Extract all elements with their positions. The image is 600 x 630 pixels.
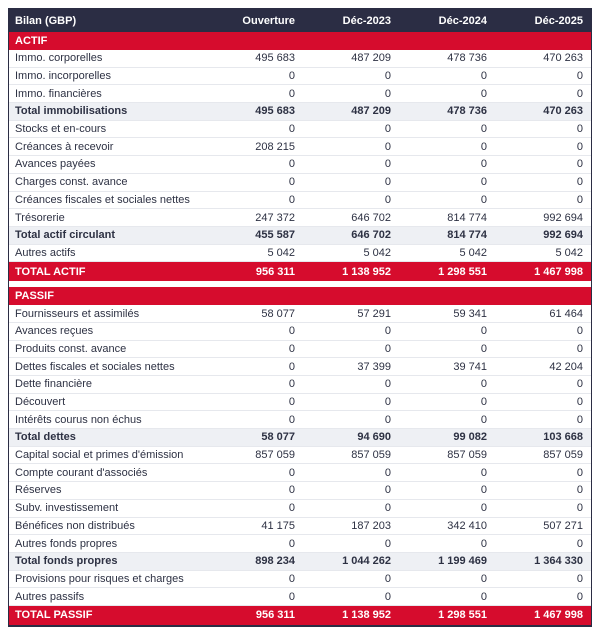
cell-value: 0 — [576, 537, 583, 550]
cell-value: 487 209 — [351, 52, 391, 65]
cell-value: 0 — [480, 413, 487, 426]
row-label: Intérêts courus non échus — [15, 413, 142, 426]
table-row — [9, 464, 591, 482]
cell-value: 857 059 — [543, 449, 583, 462]
cell-value: 857 059 — [255, 449, 295, 462]
cell-value: 0 — [480, 158, 487, 171]
cell-value: 247 372 — [255, 211, 295, 224]
cell-value: 0 — [576, 484, 583, 497]
cell-value: 0 — [480, 572, 487, 585]
cell-value: 0 — [576, 378, 583, 391]
cell-value: 0 — [288, 325, 295, 338]
subtotal-row — [9, 227, 591, 245]
cell-value: 0 — [288, 396, 295, 409]
column-header: Déc-2025 — [534, 14, 583, 27]
table-row — [9, 500, 591, 518]
cell-value: 470 263 — [543, 105, 583, 118]
cell-value: 0 — [480, 325, 487, 338]
table-row — [9, 518, 591, 536]
cell-value: 0 — [480, 87, 487, 100]
total-row-label: TOTAL ACTIF — [15, 265, 86, 278]
cell-value: 992 694 — [543, 211, 583, 224]
row-label: Créances fiscales et sociales nettes — [15, 193, 190, 206]
cell-value: 0 — [576, 70, 583, 83]
total-cell-value: 1 467 998 — [534, 609, 583, 622]
cell-value: 1 199 469 — [438, 555, 487, 568]
cell-value: 0 — [480, 176, 487, 189]
row-label: Total actif circulant — [15, 229, 116, 242]
total-cell-value: 1 467 998 — [534, 265, 583, 278]
table-body — [9, 32, 591, 625]
cell-value: 0 — [480, 590, 487, 603]
table-row — [9, 156, 591, 174]
table-row — [9, 138, 591, 156]
cell-value: 0 — [576, 325, 583, 338]
cell-value: 814 774 — [447, 229, 487, 242]
subtotal-row — [9, 103, 591, 121]
row-label: Compte courant d'associés — [15, 466, 148, 479]
table-row — [9, 85, 591, 103]
cell-value: 0 — [480, 140, 487, 153]
total-row — [9, 262, 591, 281]
cell-value: 0 — [384, 484, 391, 497]
cell-value: 0 — [576, 158, 583, 171]
total-row-label: TOTAL PASSIF — [15, 609, 93, 622]
table-row — [9, 535, 591, 553]
table-row — [9, 411, 591, 429]
subtotal-row — [9, 553, 591, 571]
cell-value: 42 204 — [549, 360, 583, 373]
table-header-row — [9, 9, 591, 32]
row-label: Provisions pour risques et charges — [15, 572, 184, 585]
cell-value: 0 — [384, 502, 391, 515]
cell-value: 478 736 — [447, 105, 487, 118]
cell-value: 5 042 — [459, 246, 487, 259]
row-label: Charges const. avance — [15, 176, 128, 189]
table-row — [9, 174, 591, 192]
row-label: Produits const. avance — [15, 342, 127, 355]
cell-value: 0 — [576, 140, 583, 153]
row-label: Autres actifs — [15, 246, 76, 259]
table-row — [9, 50, 591, 68]
cell-value: 0 — [480, 70, 487, 83]
balance-sheet-table — [8, 8, 592, 627]
cell-value: 0 — [288, 484, 295, 497]
cell-value: 0 — [288, 123, 295, 136]
row-label: Autres passifs — [15, 590, 85, 603]
cell-value: 0 — [288, 590, 295, 603]
cell-value: 0 — [576, 590, 583, 603]
cell-value: 0 — [384, 590, 391, 603]
cell-value: 0 — [576, 396, 583, 409]
cell-value: 0 — [384, 123, 391, 136]
cell-value: 646 702 — [351, 229, 391, 242]
cell-value: 0 — [384, 325, 391, 338]
cell-value: 208 215 — [255, 140, 295, 153]
cell-value: 1 044 262 — [342, 555, 391, 568]
table-row — [9, 245, 591, 263]
table-row — [9, 482, 591, 500]
cell-value: 0 — [288, 378, 295, 391]
row-label: Bénéfices non distribués — [15, 519, 135, 532]
cell-value: 0 — [384, 70, 391, 83]
section-banner-label: PASSIF — [15, 290, 54, 303]
cell-value: 0 — [288, 360, 295, 373]
column-header: Déc-2023 — [342, 14, 391, 27]
row-label: Avances payées — [15, 158, 96, 171]
total-cell-value: 956 311 — [255, 265, 295, 278]
cell-value: 646 702 — [351, 211, 391, 224]
cell-value: 0 — [384, 158, 391, 171]
cell-value: 99 082 — [453, 431, 487, 444]
row-label: Réserves — [15, 484, 62, 497]
row-label: Dette financière — [15, 378, 93, 391]
cell-value: 39 741 — [453, 360, 487, 373]
total-row — [9, 606, 591, 625]
cell-value: 0 — [384, 176, 391, 189]
cell-value: 0 — [288, 193, 295, 206]
total-cell-value: 1 298 551 — [438, 609, 487, 622]
cell-value: 0 — [288, 502, 295, 515]
cell-value: 0 — [576, 87, 583, 100]
cell-value: 0 — [384, 140, 391, 153]
row-label: Capital social et primes d'émission — [15, 449, 184, 462]
cell-value: 857 059 — [351, 449, 391, 462]
cell-value: 41 175 — [261, 519, 295, 532]
column-header: Ouverture — [242, 14, 295, 27]
column-header: Déc-2024 — [438, 14, 487, 27]
row-label: Autres fonds propres — [15, 537, 118, 550]
cell-value: 0 — [384, 342, 391, 355]
cell-value: 0 — [576, 123, 583, 136]
row-label: Subv. investissement — [15, 502, 119, 515]
row-label: Découvert — [15, 396, 66, 409]
row-label: Créances à recevoir — [15, 140, 114, 153]
row-label: Avances reçues — [15, 325, 94, 338]
cell-value: 478 736 — [447, 52, 487, 65]
cell-value: 58 077 — [261, 307, 295, 320]
total-cell-value: 956 311 — [255, 609, 295, 622]
cell-value: 0 — [576, 176, 583, 189]
cell-value: 0 — [480, 466, 487, 479]
cell-value: 0 — [384, 378, 391, 391]
cell-value: 5 042 — [555, 246, 583, 259]
cell-value: 0 — [288, 70, 295, 83]
cell-value: 495 683 — [255, 105, 295, 118]
cell-value: 0 — [576, 413, 583, 426]
cell-value: 0 — [480, 502, 487, 515]
table-row — [9, 323, 591, 341]
cell-value: 0 — [576, 502, 583, 515]
table-row — [9, 376, 591, 394]
cell-value: 507 271 — [543, 519, 583, 532]
table-row — [9, 571, 591, 589]
table-title: Bilan (GBP) — [15, 14, 77, 27]
row-label: Stocks et en-cours — [15, 123, 107, 136]
row-label: Immo. corporelles — [15, 52, 103, 65]
cell-value: 0 — [384, 572, 391, 585]
cell-value: 0 — [480, 378, 487, 391]
table-row — [9, 68, 591, 86]
cell-value: 455 587 — [255, 229, 295, 242]
cell-value: 59 341 — [453, 307, 487, 320]
total-cell-value: 1 298 551 — [438, 265, 487, 278]
row-label: Total fonds propres — [15, 555, 118, 568]
total-cell-value: 1 138 952 — [342, 609, 391, 622]
table-row — [9, 588, 591, 606]
cell-value: 0 — [576, 572, 583, 585]
table-row — [9, 394, 591, 412]
cell-value: 487 209 — [351, 105, 391, 118]
table-row — [9, 341, 591, 359]
cell-value: 0 — [384, 537, 391, 550]
cell-value: 0 — [576, 342, 583, 355]
table-row — [9, 192, 591, 210]
cell-value: 898 234 — [255, 555, 295, 568]
section-banner-label: ACTIF — [15, 35, 48, 47]
cell-value: 187 203 — [351, 519, 391, 532]
total-cell-value: 1 138 952 — [342, 265, 391, 278]
row-label: Fournisseurs et assimilés — [15, 307, 140, 320]
cell-value: 0 — [288, 342, 295, 355]
section-banner — [9, 287, 591, 305]
cell-value: 94 690 — [357, 431, 391, 444]
cell-value: 0 — [384, 466, 391, 479]
cell-value: 58 077 — [261, 431, 295, 444]
cell-value: 0 — [480, 193, 487, 206]
table-row — [9, 305, 591, 323]
cell-value: 0 — [384, 413, 391, 426]
cell-value: 992 694 — [543, 229, 583, 242]
row-label: Trésorerie — [15, 211, 65, 224]
cell-value: 0 — [480, 484, 487, 497]
cell-value: 0 — [288, 537, 295, 550]
table-row — [9, 358, 591, 376]
cell-value: 0 — [288, 176, 295, 189]
cell-value: 57 291 — [357, 307, 391, 320]
subtotal-row — [9, 429, 591, 447]
row-label: Immo. incorporelles — [15, 70, 111, 83]
cell-value: 470 263 — [543, 52, 583, 65]
cell-value: 0 — [576, 193, 583, 206]
cell-value: 5 042 — [363, 246, 391, 259]
cell-value: 61 464 — [549, 307, 583, 320]
cell-value: 0 — [576, 466, 583, 479]
table-row — [9, 447, 591, 465]
cell-value: 5 042 — [267, 246, 295, 259]
cell-value: 0 — [288, 466, 295, 479]
section-banner — [9, 32, 591, 50]
row-label: Total immobilisations — [15, 105, 128, 118]
row-label: Total dettes — [15, 431, 76, 444]
cell-value: 0 — [288, 413, 295, 426]
cell-value: 0 — [480, 537, 487, 550]
cell-value: 0 — [384, 193, 391, 206]
cell-value: 0 — [288, 87, 295, 100]
cell-value: 0 — [288, 158, 295, 171]
row-label: Dettes fiscales et sociales nettes — [15, 360, 175, 373]
cell-value: 0 — [288, 572, 295, 585]
cell-value: 495 683 — [255, 52, 295, 65]
table-row — [9, 121, 591, 139]
cell-value: 342 410 — [447, 519, 487, 532]
cell-value: 0 — [480, 123, 487, 136]
cell-value: 1 364 330 — [534, 555, 583, 568]
cell-value: 0 — [384, 87, 391, 100]
table-row — [9, 209, 591, 227]
cell-value: 37 399 — [357, 360, 391, 373]
row-label: Immo. financières — [15, 87, 102, 100]
cell-value: 0 — [480, 396, 487, 409]
cell-value: 857 059 — [447, 449, 487, 462]
cell-value: 0 — [384, 396, 391, 409]
cell-value: 0 — [480, 342, 487, 355]
cell-value: 814 774 — [447, 211, 487, 224]
cell-value: 103 668 — [543, 431, 583, 444]
